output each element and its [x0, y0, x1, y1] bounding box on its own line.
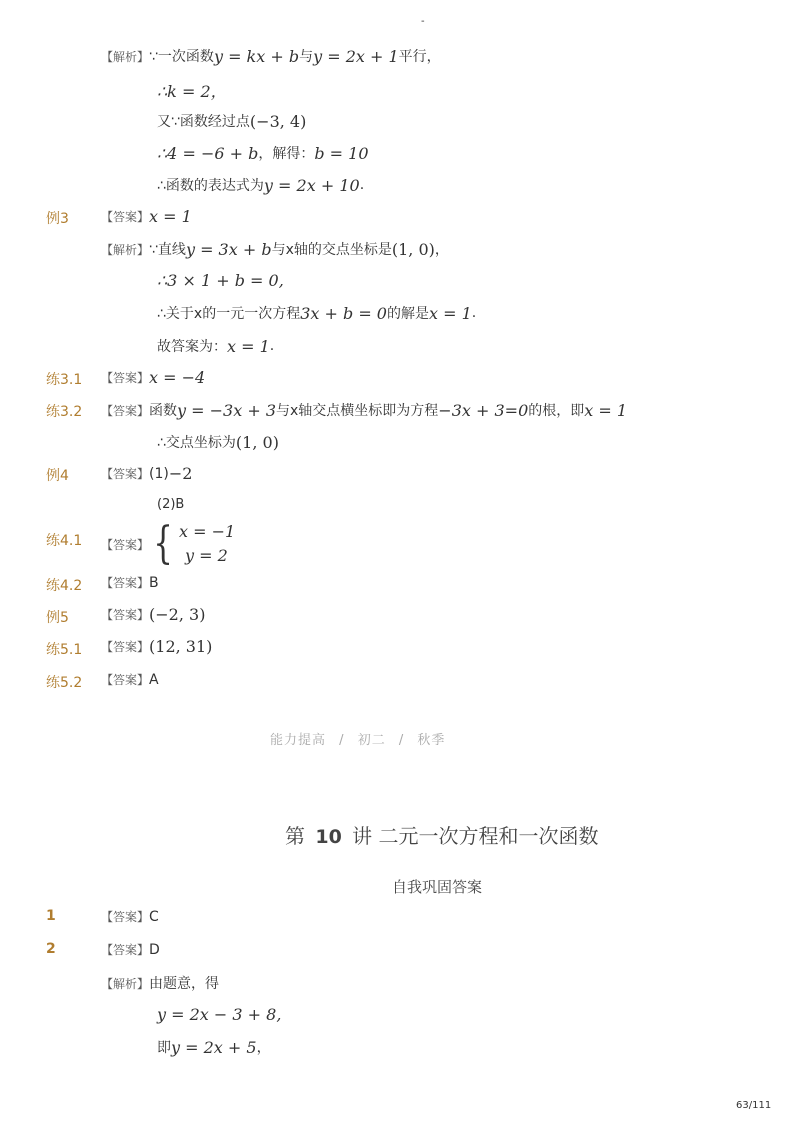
example-4-answer: [101, 464, 192, 483]
answer-tag: 【答案】: [101, 640, 150, 654]
answer: −2: [168, 464, 193, 483]
equation: y = 3x + b: [185, 239, 272, 259]
question-2-line1: y = 2x − 3 + 8,: [157, 1005, 282, 1024]
equation: y = −3x + 3: [177, 400, 276, 420]
text: 的解是: [386, 306, 429, 322]
crumb-separator: /: [339, 733, 345, 748]
text: 平行，: [398, 49, 441, 65]
question-2-analysis: [101, 973, 219, 993]
example-5-answer: [101, 605, 205, 624]
practice-5-2-answer: [101, 671, 159, 688]
practice-4-2-label: 练4.2: [46, 578, 83, 594]
practice-5-2-label: 练5.2: [46, 675, 83, 691]
text: ∵一次函数: [149, 49, 214, 65]
practice-4-1-answer: [101, 520, 235, 568]
question-1-number: 1: [46, 908, 56, 924]
section-subtitle: 自我巩固答案: [392, 878, 483, 896]
example-3-analysis-line2: ∴3 × 1 + b = 0,: [157, 271, 284, 290]
answer-tag: 【答案】: [101, 537, 150, 552]
equation: y = 2x + 5: [171, 1037, 257, 1057]
equation: −3x + 3=0: [438, 400, 529, 420]
text: .: [269, 338, 275, 354]
question-2-line2: [157, 1037, 271, 1057]
lesson-number: 10: [315, 826, 342, 848]
example-4-label: 例4: [46, 468, 69, 484]
text: .: [359, 177, 365, 193]
equation: x = −1: [179, 522, 236, 541]
answer-tag: 【答案】: [101, 403, 150, 418]
equation: y = 2: [185, 546, 228, 565]
example-3-label: [46, 208, 69, 228]
example-5-label: 例5: [46, 610, 69, 626]
section-title: [285, 820, 599, 849]
equation: x = 1: [227, 336, 270, 356]
answer: x = −4: [149, 368, 206, 387]
text: 讲 二元一次方程和一次函数: [352, 824, 599, 848]
crumb-course: 能力提高: [270, 733, 327, 748]
equation: 3x + b = 0: [300, 303, 387, 323]
answer: (−2, 3): [149, 605, 206, 624]
answer-tag: 【答案】: [101, 673, 150, 687]
practice-3-1-answer: [101, 368, 205, 387]
practice-5-1-answer: [101, 637, 212, 656]
equation: b = 10: [314, 143, 369, 163]
practice-3-1-label: 练3.1: [46, 372, 83, 388]
text: 又∵函数经过点: [157, 114, 250, 130]
practice-3-2-label: 练3.2: [46, 404, 83, 420]
analysis-tag: 【解析】: [101, 242, 150, 257]
analysis-line5: [157, 175, 364, 195]
answer: A: [149, 671, 159, 688]
practice-4-2-answer: [101, 574, 159, 591]
practice-3-2-line2: [157, 432, 279, 452]
example-3-analysis-line1: [101, 239, 449, 259]
text: ∵直线: [149, 242, 186, 258]
answer-tag: 【答案】: [101, 608, 150, 622]
equation: y = 2x + 10: [263, 175, 360, 195]
point: (1, 0): [235, 432, 279, 452]
analysis-tag: 【解析】: [101, 976, 150, 991]
equation: y = kx + b: [213, 46, 300, 66]
analysis-line2: ∴k = 2，: [157, 82, 227, 101]
text: ，: [434, 242, 449, 258]
equation: y = 2x + 1: [313, 46, 399, 66]
text: 由题意，得: [149, 976, 220, 992]
answer-tag: 【答案】: [101, 576, 150, 590]
text: 第: [285, 824, 305, 848]
equation-system: [179, 520, 235, 568]
answer: x = 1: [149, 207, 192, 226]
answer-tag: 【答案】: [101, 467, 150, 481]
text: 故答案为：: [157, 339, 227, 355]
left-brace-icon: {: [153, 518, 173, 569]
answer-tag: 【答案】: [101, 943, 150, 957]
answer: C: [149, 908, 159, 925]
text: (1): [149, 465, 169, 482]
equation: x = 1: [584, 400, 628, 420]
crumb-grade: 初二: [357, 733, 386, 748]
top-mark: -: [421, 16, 425, 27]
text: 与x轴的交点坐标是: [271, 242, 392, 258]
answer-tag: 【答案】: [101, 210, 150, 224]
text: ∴交点坐标为: [157, 435, 236, 451]
text: 函数: [149, 403, 178, 419]
question-2-answer: [101, 941, 160, 958]
crumb-season: 秋季: [417, 733, 446, 748]
analysis-line3: [157, 111, 306, 131]
equation: x = 1: [428, 303, 472, 323]
example-3-analysis-line3: [157, 303, 476, 323]
text: ，: [256, 1040, 271, 1056]
analysis-line4: [157, 143, 369, 163]
practice-4-1-label: 练4.1: [46, 533, 83, 549]
question-1-answer: [101, 908, 159, 925]
answer-tag: 【答案】: [101, 910, 150, 924]
text: ∴函数的表达式为: [157, 178, 264, 194]
practice-5-1-label: 练5.1: [46, 642, 83, 658]
example-4-answer-2: (2)B: [157, 497, 185, 512]
example-3-answer: [101, 207, 192, 226]
text: ∴关于x的一元一次方程: [157, 306, 301, 322]
text: 与: [299, 49, 314, 65]
point: (−3, 4): [249, 111, 307, 131]
answer: (12, 31): [149, 637, 213, 656]
practice-3-2-answer: [101, 400, 627, 420]
question-2-number: 2: [46, 941, 56, 957]
crumb-separator: /: [398, 733, 405, 748]
point: (1, 0): [391, 239, 435, 259]
footer-breadcrumb: [270, 729, 445, 748]
text: .: [471, 305, 477, 321]
answer: B: [149, 574, 159, 591]
analysis-block-1-line1: [101, 46, 441, 66]
answer: D: [149, 941, 160, 958]
page-number: 63/111: [736, 1100, 772, 1111]
answer-tag: 【答案】: [101, 371, 150, 385]
equation: ∴4 = −6 + b: [157, 143, 259, 163]
example-3-analysis-line4: [157, 336, 274, 356]
text: 与x轴交点横坐标即为方程: [276, 403, 439, 419]
text: 的根，即: [528, 403, 585, 419]
text: 即: [157, 1040, 171, 1056]
label: 例3: [46, 211, 69, 227]
analysis-tag: 【解析】: [101, 49, 150, 64]
text: ，解得：: [258, 146, 315, 162]
